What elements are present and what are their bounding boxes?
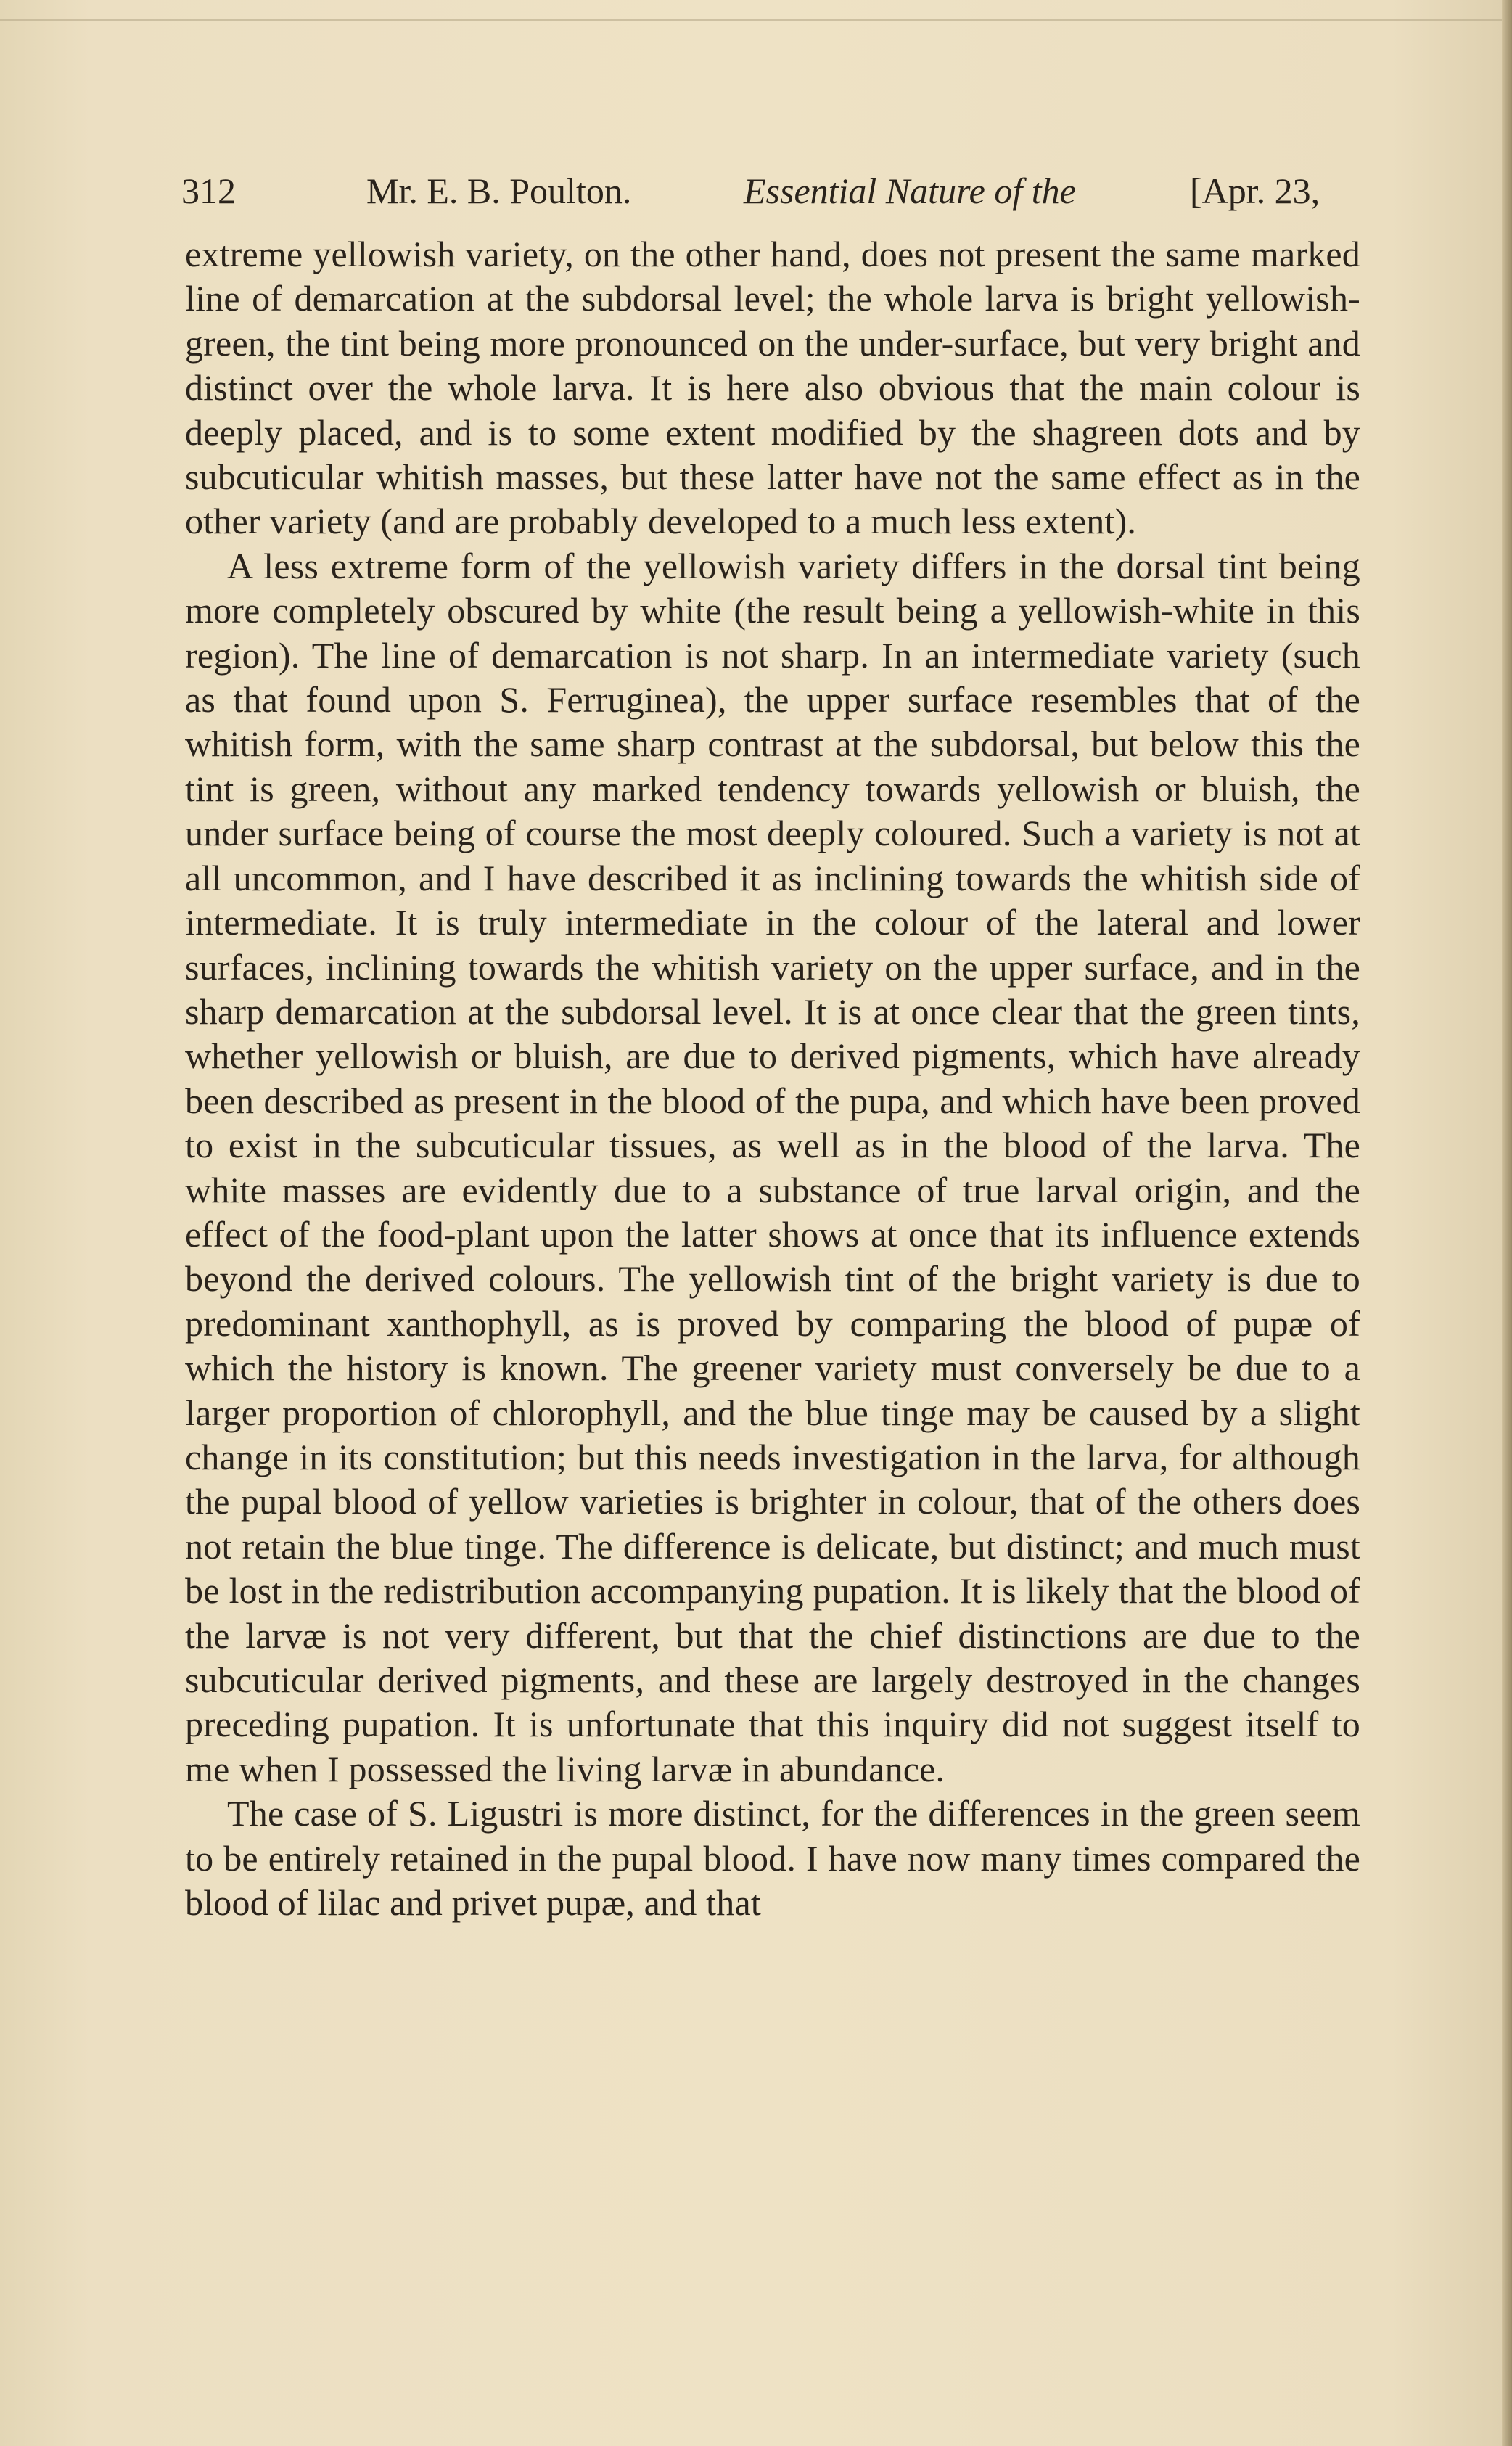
running-author: Mr. E. B. Poulton.: [366, 171, 632, 211]
body-text: [185, 232, 1360, 1925]
page-edge: [1502, 0, 1512, 2446]
paragraph: A less extreme form of the yellowish variety differs in the dorsal tint being more completely obscured by white (the result being a yellowish-white in this region). The line of demarcation is not sharp. In an intermediate variety (such as that found upon S. Ferruginea), the upper surface resembles that of the whitish form, with the same sharp contrast at the subdorsal, but below this the tint is green, without any marked tendency towards yellowish or bluish, the under surface being of course the most deeply coloured. Such a variety is not at all uncommon, and I have described it as inclining towards the whitish side of intermediate. It is truly intermediate in the colour of the lateral and lower surfaces, inclining towards the whitish variety on the upper surface, and in the sharp demarcation at the subdorsal level. It is at once clear that the green tints, whether yellowish or bluish, are due to derived pigments, which have already been described as present in the blood of the pupa, and which have been proved to exist in the subcuticular tissues, as well as in the blood of the larva. The white masses are evidently due to a substance of true larval origin, and the effect of the food-plant upon the latter shows at once that its influence extends beyond the derived colours. The yellowish tint of the bright variety is due to predominant xanthophyll, as is proved by comparing the blood of pupæ of which the history is known. The greener variety must conversely be due to a larger proportion of chlorophyll, and the blue tinge may be caused by a slight change in its constitution; but this needs investigation in the larva, for although the pupal blood of yellow varieties is brighter in colour, that of the others does not retain the blue tinge. The difference is delicate, but distinct; and much must be lost in the redistribution accompanying pupation. It is likely that the blood of the larvæ is not very different, but that the chief distinctions are due to the subcuticular derived pigments, and these are largely destroyed in the changes preceding pupation. It is unfortunate that this inquiry did not suggest itself to me when I possessed the living larvæ in abundance.: [185, 545, 1360, 1789]
page-number: 312: [181, 171, 236, 211]
running-header: [181, 165, 1364, 216]
paragraph: The case of S. Ligustri is more distinct, for the differences in the green seem to be entirely retained in the pupal blood. I have now many times compared the blood of lilac and privet pupæ, and that: [185, 1793, 1360, 1924]
running-date: [Apr. 23,: [1190, 171, 1320, 211]
running-title: Essential Nature of the: [744, 171, 1076, 211]
top-rule: [0, 19, 1512, 21]
paragraph: extreme yellowish variety, on the other hand, does not present the same marked line of demarcation at the subdorsal level; the whole larva is bright yellowish-green, the tint being more pronounced on the under-surface, but very bright and distinct over the whole larva. It is here also obvious that the main colour is deeply placed, and is to some extent modified by the shagreen dots and by subcuticular whitish masses, but these latter have not the same effect as in the other variety (and are probably developed to a much less extent).: [185, 234, 1360, 542]
